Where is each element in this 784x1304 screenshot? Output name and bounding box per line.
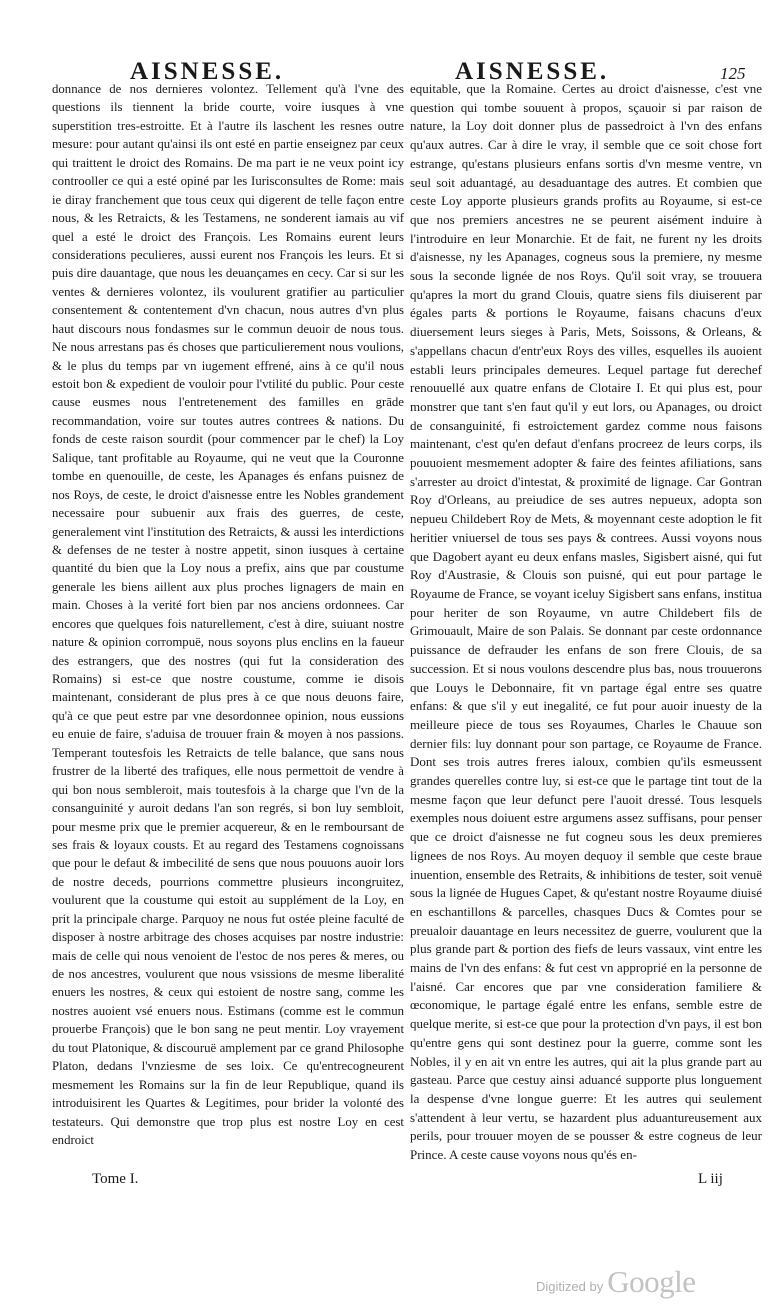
digitized-by-text: Digitized by xyxy=(536,1279,604,1294)
digitized-watermark xyxy=(536,1264,695,1300)
running-head-right: AISNESSE. xyxy=(455,58,610,85)
volume-label: Tome I. xyxy=(92,1171,139,1187)
signature-mark: L iij xyxy=(698,1171,723,1187)
paragraph: equitable, que la Romaine. Certes au droict d'aisnesse, c'est vne question qui tombe souuent à propos, sçauoir si par raison de nature, la Loy doit donner plus de passedroict à l'vn des enfans qu'aux autres. Car à dire le vray, il semble que ce soit chose fort estrange, qu'estans plusieurs enfans sortis d'vn mesme ventre, vn seul soit aduantagé, au desaduantage des autres. Et combien que ceste Loy apporte plusieurs grands profits au Royaume, si est-ce que nos premiers ancestres ne se peurent aisément induire à l'introduire en leur Monarchie. Et de fait, ne furent ny les droits d'aisnesse, ny les Apanages, cogneus sous la premiere, ny mesme sous la seconde lignée de nos Roys. Qu'il soit vray, se trouuera qu'apres la mort du grand Clouis, quatre siens fils diuiserent par égales parts & portions le Royaume, faisans chacuns d'eux diuersement leurs sieges à Paris, Mets, Soissons, & Orleans, & s'appellans chacun d'entr'eux Roys des villes, esquelles ils auoient establi leurs principales demeures. Lequel partage fut derechef renouuellé aux quatre enfans de Clotaire I. Et qui plus est, pour monstrer que tant s'en faut qu'il y eut lors, ou Apanages, ou droict de consanguinité, fi estroictement gardez comme nous faisons maintenant, c'est qu'en defaut d'enfans procreez de leurs corps, ils pouuoient mesmement adopter & faire des feintes afiliations, sans s'arrester au droict d'intestat, & proximité de lignage. Car Gontran Roy d'Orleans, au preiudice de ses autres nepueux, adopta son nepueu Childebert Roy de Mets, & moyennant ceste adoption le fit heritier vniuersel de tous ses pays & contrees. Aussi voyons nous que Dagobert ayant eu deux enfans masles, Sigisbert aisné, qui fut Roy d'Austrasie, & Clouis son puisné, qui eut pour partage le Royaume de France, se voyant iceluy Sigisbert sans enfans, institua pour heriter de son Royaume, vn autre Childebert fils de Grimouault, Maire de son Palais. Se donnant par ceste ordonnance puissance de defrauder les enfans de son frere Clouis, de sa succession. Et si nous voulons descendre plus bas, nous trouuerons que Louys le Debonnaire, fit vn partage égal entre ses quatre enfans: & que s'il y eut inegalité, ce fut pour auoir inuesty de la meilleure piece de tous ses Royaumes, Charles le Chauue son dernier fils: luy donnant pour son partage, ce Royaume de France. Dont ses trois autres freres ialoux, combien qu'ils esmeussent grandes querelles contre luy, si est-ce que le partage tint tout de la mesme façon que leur defunct pere l'auoit dressé. Tous lesquels exemples nous doiuent estre argumens assez suffisans, pour penser que ce droict d'aisnesse ne fut cogneu sous les deux premieres lignees de nos Roys. Au moyen dequoy il semble que ceste braue inuention, ensemble des Retraits, & inhibitions de tester, soit venuë sous la lignée de Hugues Capet, & qu'estant nostre Royaume diuisé en eschantillons & parcelles, chasques Ducs & Comtes pour se preualoir dauantage en leurs necessitez de guerre, voulurent que la plus grande part & portion des fiefs de leurs vassaux, vint entre les mains de l'vn des enfans: & fut cest vn approprié en la personne de l'aisné. Car encores que par vne consideration familiere & œconomique, le partage égalé entre les enfans, semble estre de quelque merite, si est-ce que pour la protection d'vn pays, il est bon qu'entre gens qui sont destinez pour la guerre, comme sont les Nobles, il y en ait vn entre les autres, qui ait la plus grande part au gasteau. Parce que cestuy ainsi aduancé supporte plus longuement la despense d'vne longue guerre: Et les autres qui seulement s'attendent à leur vertu, se hazardent plus aduantureusement aux perils, pour trouuer moyen de se pousser & estre cogneus de leur Prince. A ceste cause voyons nous qu'és en- xyxy=(410,81,763,1163)
paragraph: donnance de nos dernieres volontez. Tellement qu'à l'vne des questions ils tiennent la bride courte, voire iusques à vne superstition tres-estroitte. Et à l'autre ils laschent les resnes outre mesure: pour autant qu'ainsi ils ont esté en partie enseignez par ceux qui traittent le droict des Romains. De ma part ie ne veux point icy controoller ce qui a esté opiné par les Iurisconsultes de Rome: mais ie diray franchement que tous ceux qui digerent de telle façon entre nous, & les Retraicts, & les Testamens, ne sonderent iamais au vif quel a esté le droict des François. Les Romains eurent leurs considerations peculieres, aussi eurent nos François les leurs. Et si puis dire dauantage, que nous les deuançames en cecy. Car si sur les ventes & dernieres volontez, ils voulurent gratifier au particulier consentement & contentement d'vn chacun, nous autres d'vn plus haut discours nous fondasmes sur le commun deuoir de nous tous. Ne nous arrestans pas és choses que particulierement nous voulions, & le plus du temps par vn iugement effrené, ains à ce qu'il nous estoit bon & expedient de vouloir pour l'vtilité du public. Pour ceste cause eusmes nous l'entretenement des familles en grāde recommandation, voire sur toutes autres contrees & nations. Du fonds de ceste raison sourdit (pour commencer par le chef) la Loy Salique, tant profitable au Royaume, qui ne veut que la Couronne tombe en quenouille, de ceste, les Apanages és enfans puisnez de nos Roys, de ceste, le droict d'aisnesse entre les Nobles grandement necessaire pour subuenir aux frais des guerres, de ceste, generalement vint l'institution des Retraicts, & aussi les interdictions & defenses de ne tester à nostre appetit, sinon iusques à certaine quantité du bien que la Loy nous a prefix, ains que par coustume generale les biens aillent aux plus proches lignagers de main en main. Choses à la verité fort bien par nos anciens ordonnees. Car encores que quelques fois naturellement, c'est à dire, suiuant nostre nature & opinion corrompuë, nous soyons plus enclins en la faueur des estrangers, que des nostres (qui fut la consideration des Romains) si est-ce que nostre coustume, comme ie disois maintenant, considerant de plus pres à ce que nous deuons faire, qu'à ce que peut estre par vne desordonnee opinion, nous eussions eu enuie de faire, s'aduisa de trouuer frain & moyen à nos passions. Temperant toutesfois les Retraicts de telle balance, que sans nous frustrer de la liberté des trafiques, elle nous permettoit de vendre à qui bon nous sembleroit, mais toutesfois à la charge que l'vn de la consanguinité y auroit dedans l'an son regrés, si bon luy sembloit, pour mesme prix que le premier acquereur, & en le remboursant de ses frais & loyaux cousts. Et au regard des Testamens cognoissans que pour le defaut & imbecilité de sens que nous pouuons auoir lors de nostre deceds, pourrions commettre plusieurs incongruitez, voulurent que la coustume qui estoit au supplément de la Loy, en prit la principale charge. Parquoy ne nous fut ostée pleine faculté de disposer à nostre arbitrage des choses acquises par nostre industrie: mais de celle qui nous venoient de l'estoc de nos peres & meres, ou de nos ancestres, voulurent que nous vsissions de mesme liberalité enuers les nostres, & ceux qui estoient de nostre sang, comme les nostres auoient vsé enuers nous. Estimans (comme est le commun prouerbe François) que le bon sang ne peut mentir. Loy vrayement du tout Platonique, & discouruë amplement par ce grand Philosophe Platon, dedans l'vnziesme de ses loix. Ce qu'entrecogneurent mesmement les Romains sur la fin de leur Republique, quand ils introduisirent les Quartes & Legitimes, pour brider la volonté des testateurs. Qui demonstre que trop plus est nostre Loy en cest endroict xyxy=(52,82,404,1147)
text-column-right xyxy=(410,80,762,1165)
page-number: 125 xyxy=(720,64,746,83)
google-logo: Google xyxy=(607,1264,696,1299)
running-head-left: AISNESSE. xyxy=(130,58,285,85)
text-column-left xyxy=(52,80,404,1149)
